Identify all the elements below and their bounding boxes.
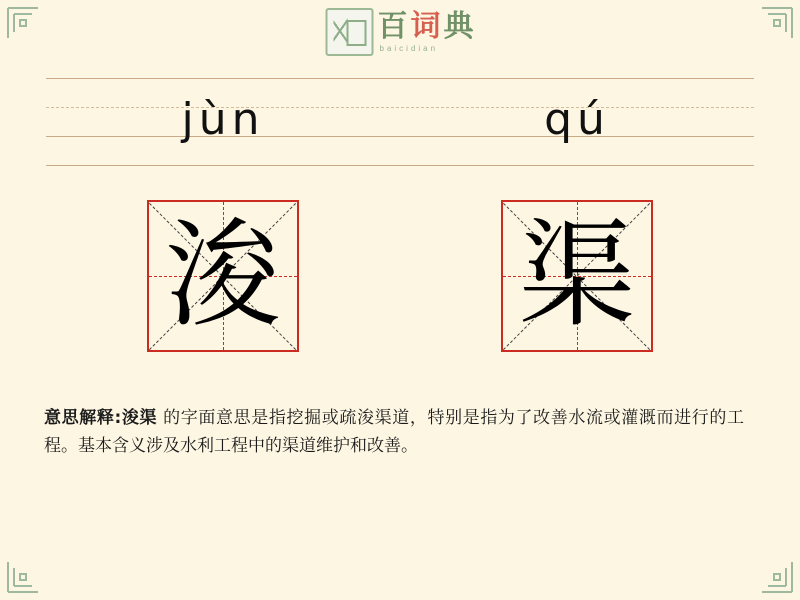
seal-stamp-icon: [326, 8, 374, 56]
explanation-label: 意思解释:: [44, 408, 122, 428]
tianzige-box: [147, 200, 299, 352]
logo-pinyin: baicidian: [379, 43, 439, 53]
logo-char-3: 典: [443, 8, 475, 44]
site-logo[interactable]: [326, 8, 475, 56]
pinyin-cell: [46, 78, 400, 166]
hanzi-glyph: 渠: [519, 208, 635, 343]
logo-char-1: 百: [377, 8, 409, 44]
corner-ornament-icon-bottom-right: [760, 560, 794, 594]
logo-text: [377, 8, 475, 53]
character-cell: [400, 200, 754, 360]
pinyin-staff: [46, 78, 754, 166]
pinyin-text: qú: [544, 93, 610, 145]
corner-ornament-icon-top-left: [6, 6, 40, 40]
corner-ornament-icon-top-right: [760, 6, 794, 40]
hanzi-glyph: 浚: [165, 208, 281, 343]
pinyin-cell: [400, 78, 754, 166]
tianzige-box: [501, 200, 653, 352]
explanation-block: [44, 405, 744, 460]
pinyin-row: [46, 78, 754, 166]
explanation-body: 的字面意思是指挖掘或疏浚渠道，特别是指为了改善水流或灌溉而进行的工程。基本含义涉及水利工程中的渠道维护和改善。: [44, 408, 744, 456]
logo-char-2: 词: [410, 8, 442, 44]
character-row: [46, 200, 754, 360]
pinyin-text: jùn: [181, 93, 265, 145]
character-cell: [46, 200, 400, 360]
explanation-word: 浚渠: [121, 408, 158, 428]
corner-ornament-icon-bottom-left: [6, 560, 40, 594]
